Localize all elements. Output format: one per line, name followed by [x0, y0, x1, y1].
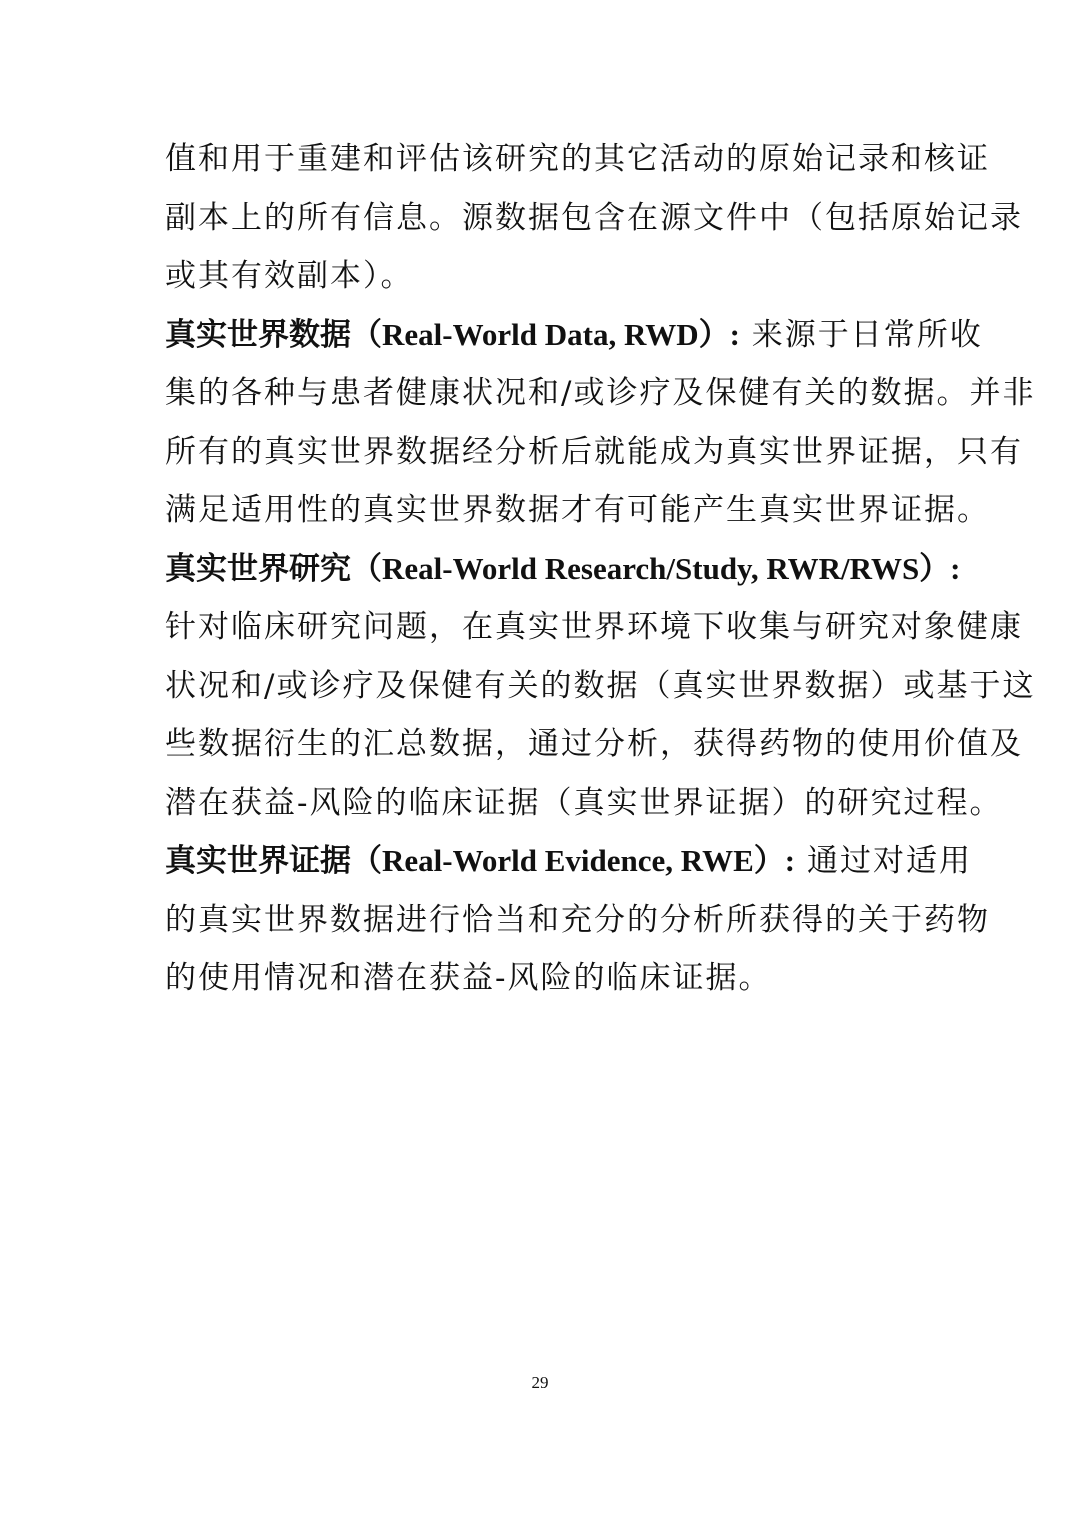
definition-rwe-line-2: 的使用情况和潜在获益-风险的临床证据。 — [165, 960, 772, 996]
definition-rwd-heading-line — [165, 306, 983, 365]
definition-rwe-line-1: 的真实世界数据进行恰当和充分的分析所获得的关于药物 — [165, 901, 990, 938]
intro-line-1: 值和用于重建和评估该研究的其它活动的原始记录和核证 — [165, 141, 990, 177]
definition-rws-line-2: 状况和/或诊疗及保健有关的数据（真实世界数据）或基于这 — [165, 667, 1036, 704]
definition-rwd-line-3: 满足适用性的真实世界数据才有可能产生真实世界证据。 — [165, 492, 990, 528]
definition-rws-line-3: 些数据衍生的汇总数据，通过分析，获得药物的使用价值及 — [165, 726, 1023, 762]
definition-rwd-line-2: 所有的真实世界数据经分析后就能成为真实世界证据，只有 — [165, 433, 1023, 470]
term-cn: 真实世界证据 — [165, 843, 351, 879]
definition-term-rws — [165, 551, 961, 587]
definition-text-start: 通过对适用 — [795, 843, 972, 879]
document-body — [165, 130, 1036, 1008]
definition-rws-heading-line — [165, 540, 961, 599]
definition-rws-line-4: 潜在获益-风险的临床证据（真实世界证据）的研究过程。 — [165, 784, 1003, 821]
page-number: 29 — [531, 1373, 549, 1392]
term-cn: 真实世界数据 — [165, 316, 351, 353]
definition-text-start: 来源于日常所收 — [739, 316, 983, 353]
term-en: （Real-World Evidence, RWE）: — [351, 843, 796, 878]
definition-term-rwd — [165, 317, 740, 353]
definition-rwd-line-1: 集的各种与患者健康状况和/或诊疗及保健有关的数据。并非 — [165, 375, 1036, 411]
definition-term-rwe — [165, 843, 795, 879]
term-en: （Real-World Data, RWD）: — [351, 316, 740, 352]
term-en: （Real-World Research/Study, RWR/RWS）: — [351, 550, 961, 586]
definition-rws-line-1: 针对临床研究问题，在真实世界环境下收集与研究对象健康 — [165, 609, 1023, 645]
term-cn: 真实世界研究 — [165, 550, 351, 587]
intro-line-2: 副本上的所有信息。源数据包含在源文件中（包括原始记录 — [165, 199, 1023, 236]
intro-line-3: 或其有效副本）。 — [165, 258, 414, 294]
definition-rwe-heading-line — [165, 832, 972, 891]
